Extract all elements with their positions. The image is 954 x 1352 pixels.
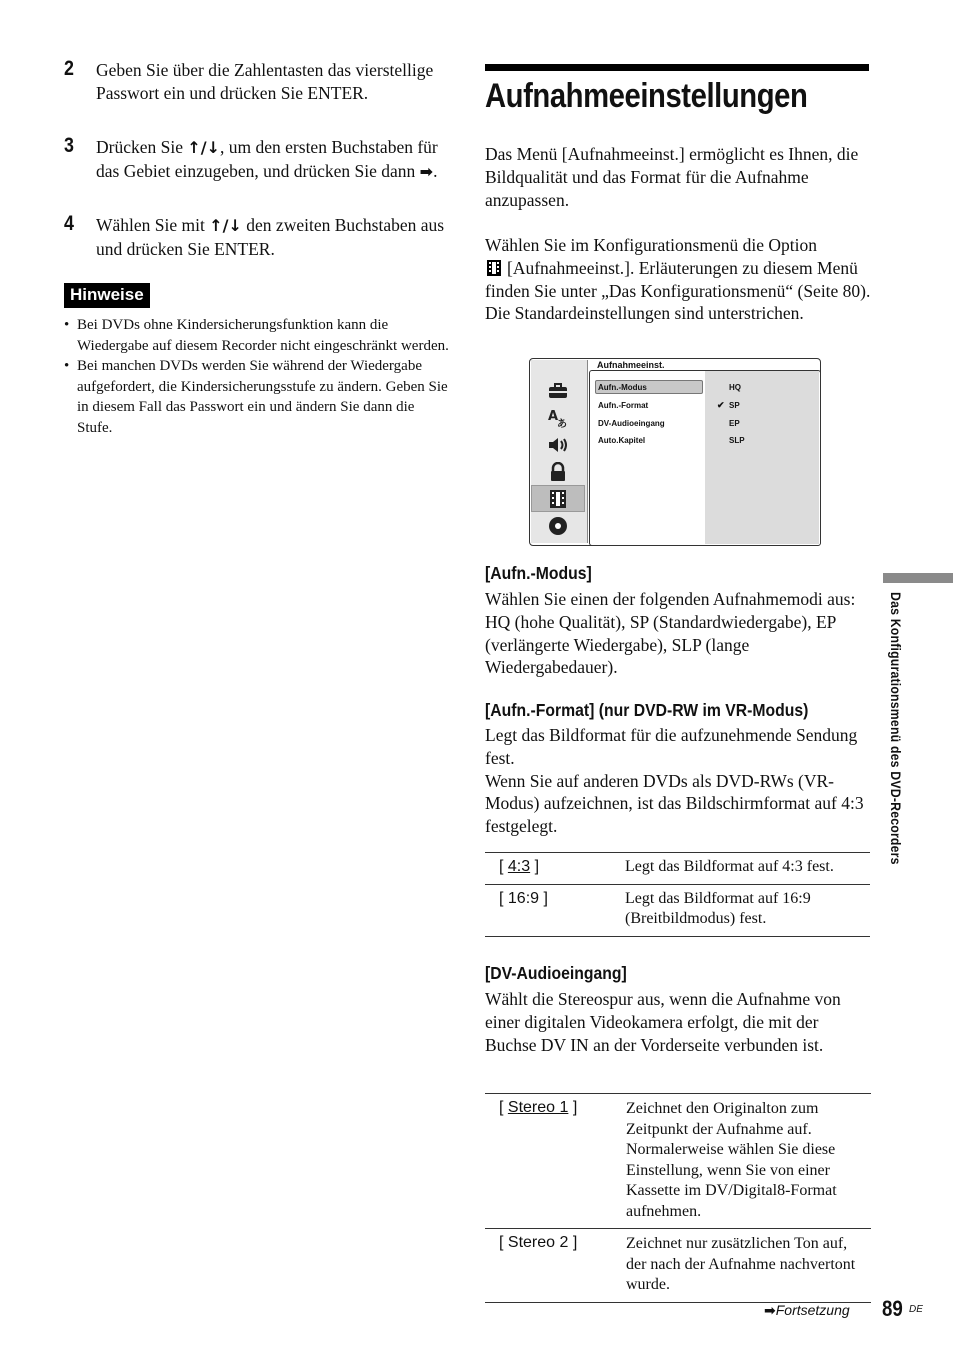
option-key: [ 4:3 ] [499, 858, 540, 875]
film-icon [485, 259, 503, 274]
settings-menu-screenshot [529, 358, 821, 546]
film-icon [531, 485, 585, 512]
menu-item-auto-kapitel: Auto.Kapitel [598, 436, 646, 445]
continue-note: ➡Fortsetzung [764, 1302, 850, 1319]
menu-option-slp: SLP [729, 436, 745, 445]
note-item: • Bei manchen DVDs werden Sie während der Wiedergabe aufgefordert, die Kindersicherungsstufe zu ändern. Geben Sie in diesem Fall das Passwort ein und ändern Sie dann die Stufe. [64, 356, 449, 438]
menu-item-dv-audio: DV-Audioeingang [598, 419, 665, 428]
up-down-arrow-icon: ↑/↓ [209, 216, 242, 235]
intro-paragraph-1: Das Menü [Aufnahmeeinst.] ermöglicht es Ihnen, die Bildqualität und das Format für die Aufnahme anzupassen. [485, 144, 859, 210]
check-icon: ✔ [717, 400, 725, 410]
menu-title: Aufnahmeeinst. [597, 360, 665, 370]
table-row [485, 884, 870, 936]
audio-options-table [485, 1093, 871, 1303]
notes-badge: Hinweise [64, 283, 150, 308]
step-number-2: 2 [64, 57, 74, 80]
step-2-text: Geben Sie über die Zahlentasten das vierstellige Passwort ein und drücken Sie ENTER. [96, 60, 434, 103]
section-title-dv-audio: [DV-Audioeingang] [485, 963, 627, 983]
page-title: Aufnahmeeinstellungen [485, 77, 808, 115]
table-row [485, 853, 870, 884]
title-rule [485, 64, 869, 71]
right-arrow-icon: ➡ [764, 1303, 776, 1319]
option-description: Legt das Bildformat auf 4:3 fest. [625, 858, 834, 875]
section-title-aufn-format: [Aufn.-Format] (nur DVD-RW im VR-Modus) [485, 700, 809, 720]
svg-text:A: A [548, 408, 559, 424]
svg-text:あ: あ [557, 418, 567, 428]
step-4-text: Wählen Sie mit ↑/↓ den zweiten Buchstaben aus und drücken Sie ENTER. [96, 215, 445, 259]
table-row [485, 1094, 871, 1229]
menu-option-hq: HQ [729, 383, 741, 392]
menu-option-ep: EP [729, 419, 740, 428]
option-key: [ Stereo 2 ] [499, 1234, 578, 1251]
notes-list [64, 315, 449, 438]
section-body-aufn-format: Legt das Bildformat für die aufzunehmende Sendung fest. Wenn Sie auf anderen DVDs als DVD-RWs (VR-Modus) aufzeichnen, ist das Bildschirmformat auf 4:3 festgelegt. [485, 725, 864, 837]
table-row [485, 1229, 871, 1302]
step-number-3: 3 [64, 134, 74, 157]
option-description: Zeichnet den Originalton zum Zeitpunkt der Aufnahme auf. Normalerweise wählen Sie diese Einstellung, wenn Sie von einer Kassette im DV/Digital8-Format aufnehmen. [626, 1100, 837, 1220]
disc-icon [531, 512, 585, 539]
section-body-aufn-modus: Wählen Sie einen der folgenden Aufnahmemodi aus: HQ (hohe Qualität), SP (Standardwiedergabe), EP (verlängerte Wiedergabe), SLP (lange Wiedergabedauer). [485, 589, 856, 678]
step-3-text: Drücken Sie ↑/↓, um den ersten Buchstaben für das Gebiet einzugeben, und drücken Sie dann ➡. [96, 136, 451, 184]
step-number-4: 4 [64, 212, 74, 235]
menu-item-aufn-modus: Aufn.-Modus [598, 383, 647, 392]
option-key: [ 16:9 ] [499, 889, 548, 907]
sidebar-tab [883, 573, 953, 583]
option-description: Zeichnet nur zusätzlichen Ton auf, der nach der Aufnahme nachvertont wurde. [626, 1235, 856, 1293]
speaker-icon [531, 431, 585, 458]
sidebar-label: Das Konfigurationsmenü des DVD-Recorders [888, 592, 904, 865]
note-item: • Bei DVDs ohne Kindersicherungsfunktion kann die Wiedergabe auf diesem Recorder nicht eingeschränkt werden. [64, 315, 449, 356]
format-options-table [485, 852, 870, 937]
language-icon [531, 404, 585, 431]
page-suffix: DE [909, 1304, 923, 1315]
intro-paragraph-2: Wählen Sie im Konfigurationsmenü die Option [Aufnahmeeinst.]. Erläuterungen zu diesem Menü finden Sie unter „Das Konfigurationsmenü“ (Seite 80). Die Standardeinstellungen sind unterstrichen. [485, 235, 871, 324]
toolbox-icon [531, 377, 585, 404]
option-description: Legt das Bildformat auf 16:9 (Breitbildmodus) fest. [625, 889, 811, 927]
up-down-arrow-icon: ↑/↓ [187, 138, 221, 157]
option-key: [ Stereo 1 ] [499, 1099, 578, 1116]
menu-item-aufn-format: Aufn.-Format [598, 401, 649, 410]
section-body-dv-audio: Wählt die Stereospur aus, wenn die Aufnahme von einer digitalen Videokamera erfolgt, die mit der Buchse DV IN an der Vorderseite verbunden ist. [485, 989, 841, 1055]
menu-icon-column [531, 360, 588, 543]
right-arrow-icon: ➡ [419, 161, 434, 181]
lock-icon [531, 458, 585, 485]
menu-option-sp: SP [729, 401, 740, 410]
section-title-aufn-modus: [Aufn.-Modus] [485, 563, 592, 583]
page-number: 89 [882, 1296, 903, 1321]
